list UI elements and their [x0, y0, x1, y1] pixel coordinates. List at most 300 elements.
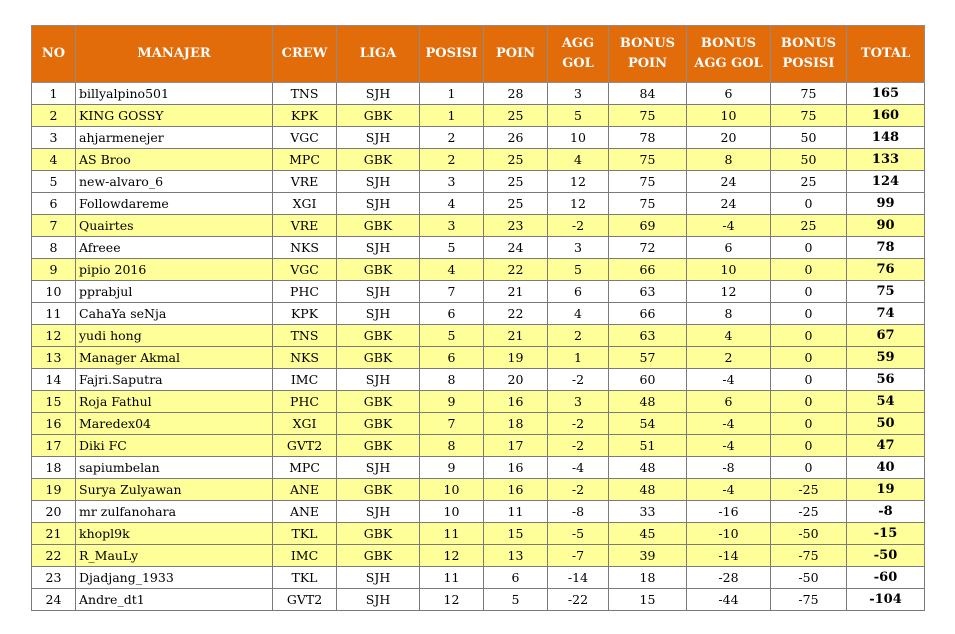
cell-bonus-posisi: 0 — [771, 303, 847, 325]
header-total-line: TOTAL — [860, 46, 911, 61]
cell-poin: 13 — [484, 545, 548, 567]
table-row — [32, 457, 925, 479]
cell-bonus-agg-gol: 24 — [687, 193, 771, 215]
table-row — [32, 523, 925, 545]
cell-total: 75 — [847, 281, 925, 303]
header-liga — [337, 26, 420, 83]
header-no — [32, 26, 76, 83]
cell-poin: 6 — [484, 567, 548, 589]
cell-bonus-poin: 45 — [609, 523, 687, 545]
table-row — [32, 325, 925, 347]
cell-crew: NKS — [273, 237, 337, 259]
table-row — [32, 413, 925, 435]
cell-bonus-poin: 18 — [609, 567, 687, 589]
header-bonus-poin — [609, 26, 687, 83]
cell-total: 50 — [847, 413, 925, 435]
cell-poin: 25 — [484, 105, 548, 127]
header-liga-line: LIGA — [359, 46, 397, 61]
cell-crew: XGI — [273, 413, 337, 435]
header-posisi-line: POSISI — [425, 46, 478, 61]
cell-no: 11 — [32, 303, 76, 325]
cell-crew: MPC — [273, 457, 337, 479]
header-row — [32, 26, 925, 83]
cell-agg-gol: 4 — [548, 303, 609, 325]
cell-poin: 25 — [484, 171, 548, 193]
cell-bonus-poin: 69 — [609, 215, 687, 237]
cell-bonus-poin: 75 — [609, 105, 687, 127]
cell-total: 19 — [847, 479, 925, 501]
cell-manajer: mr zulfanohara — [76, 501, 273, 523]
cell-agg-gol: -2 — [548, 435, 609, 457]
cell-total: 67 — [847, 325, 925, 347]
table-row — [32, 501, 925, 523]
cell-bonus-poin: 78 — [609, 127, 687, 149]
cell-bonus-poin: 48 — [609, 457, 687, 479]
cell-crew: MPC — [273, 149, 337, 171]
cell-bonus-posisi: 0 — [771, 369, 847, 391]
cell-no: 14 — [32, 369, 76, 391]
cell-no: 6 — [32, 193, 76, 215]
header-agg-gol-line: GOL — [562, 56, 594, 71]
cell-posisi: 11 — [420, 567, 484, 589]
cell-agg-gol: -22 — [548, 589, 609, 611]
cell-manajer: Followdareme — [76, 193, 273, 215]
cell-no: 19 — [32, 479, 76, 501]
cell-total: 76 — [847, 259, 925, 281]
cell-manajer: Maredex04 — [76, 413, 273, 435]
cell-crew: IMC — [273, 369, 337, 391]
cell-manajer: sapiumbelan — [76, 457, 273, 479]
cell-manajer: AS Broo — [76, 149, 273, 171]
cell-crew: KPK — [273, 303, 337, 325]
cell-bonus-agg-gol: -4 — [687, 369, 771, 391]
cell-bonus-poin: 39 — [609, 545, 687, 567]
cell-crew: GVT2 — [273, 589, 337, 611]
cell-posisi: 5 — [420, 325, 484, 347]
cell-no: 12 — [32, 325, 76, 347]
cell-posisi: 7 — [420, 281, 484, 303]
cell-liga: SJH — [337, 369, 420, 391]
cell-bonus-poin: 54 — [609, 413, 687, 435]
cell-bonus-poin: 48 — [609, 391, 687, 413]
cell-liga: SJH — [337, 501, 420, 523]
header-bonus-posisi — [771, 26, 847, 83]
cell-liga: GBK — [337, 105, 420, 127]
cell-bonus-posisi: 0 — [771, 237, 847, 259]
cell-poin: 15 — [484, 523, 548, 545]
cell-poin: 17 — [484, 435, 548, 457]
cell-no: 16 — [32, 413, 76, 435]
cell-posisi: 11 — [420, 523, 484, 545]
cell-liga: SJH — [337, 127, 420, 149]
cell-manajer: billyalpino501 — [76, 83, 273, 105]
header-poin-line: POIN — [495, 46, 536, 61]
cell-bonus-poin: 51 — [609, 435, 687, 457]
cell-bonus-poin: 15 — [609, 589, 687, 611]
cell-bonus-poin: 48 — [609, 479, 687, 501]
cell-crew: TKL — [273, 567, 337, 589]
cell-posisi: 2 — [420, 127, 484, 149]
cell-manajer: Quairtes — [76, 215, 273, 237]
cell-no: 20 — [32, 501, 76, 523]
cell-total: 165 — [847, 83, 925, 105]
cell-bonus-posisi: 50 — [771, 149, 847, 171]
cell-manajer: CahaYa seNja — [76, 303, 273, 325]
cell-crew: VGC — [273, 127, 337, 149]
table-row — [32, 237, 925, 259]
cell-total: 133 — [847, 149, 925, 171]
cell-total: 90 — [847, 215, 925, 237]
cell-liga: GBK — [337, 523, 420, 545]
cell-manajer: Afreee — [76, 237, 273, 259]
cell-bonus-agg-gol: -10 — [687, 523, 771, 545]
cell-poin: 24 — [484, 237, 548, 259]
cell-bonus-poin: 75 — [609, 193, 687, 215]
header-agg-gol-line: AGG — [561, 36, 595, 51]
cell-posisi: 6 — [420, 347, 484, 369]
header-crew — [273, 26, 337, 83]
header-bonus-poin-line: BONUS — [619, 36, 676, 51]
cell-bonus-posisi: 0 — [771, 413, 847, 435]
cell-agg-gol: 3 — [548, 237, 609, 259]
cell-bonus-posisi: -75 — [771, 545, 847, 567]
cell-bonus-agg-gol: 20 — [687, 127, 771, 149]
cell-agg-gol: 12 — [548, 171, 609, 193]
cell-crew: TNS — [273, 325, 337, 347]
cell-bonus-agg-gol: -16 — [687, 501, 771, 523]
cell-agg-gol: -2 — [548, 215, 609, 237]
cell-total: 124 — [847, 171, 925, 193]
cell-agg-gol: -2 — [548, 369, 609, 391]
cell-bonus-poin: 57 — [609, 347, 687, 369]
cell-poin: 5 — [484, 589, 548, 611]
cell-bonus-poin: 66 — [609, 259, 687, 281]
cell-posisi: 5 — [420, 237, 484, 259]
cell-posisi: 10 — [420, 479, 484, 501]
table-row — [32, 105, 925, 127]
cell-manajer: Fajri.Saputra — [76, 369, 273, 391]
table-row — [32, 193, 925, 215]
cell-manajer: yudi hong — [76, 325, 273, 347]
cell-liga: GBK — [337, 347, 420, 369]
cell-liga: SJH — [337, 83, 420, 105]
cell-bonus-posisi: 25 — [771, 171, 847, 193]
table-row — [32, 435, 925, 457]
table-row — [32, 127, 925, 149]
cell-bonus-posisi: 75 — [771, 83, 847, 105]
table-row — [32, 391, 925, 413]
cell-crew: ANE — [273, 479, 337, 501]
table-row — [32, 589, 925, 611]
cell-liga: SJH — [337, 237, 420, 259]
cell-posisi: 12 — [420, 589, 484, 611]
cell-agg-gol: -8 — [548, 501, 609, 523]
cell-bonus-posisi: 0 — [771, 457, 847, 479]
cell-liga: SJH — [337, 303, 420, 325]
cell-liga: SJH — [337, 457, 420, 479]
cell-bonus-agg-gol: 2 — [687, 347, 771, 369]
cell-crew: TKL — [273, 523, 337, 545]
cell-no: 5 — [32, 171, 76, 193]
header-posisi — [420, 26, 484, 83]
cell-manajer: KING GOSSY — [76, 105, 273, 127]
table-row — [32, 281, 925, 303]
cell-poin: 25 — [484, 193, 548, 215]
cell-poin: 16 — [484, 479, 548, 501]
cell-no: 15 — [32, 391, 76, 413]
cell-agg-gol: 3 — [548, 391, 609, 413]
cell-posisi: 4 — [420, 193, 484, 215]
table-row — [32, 215, 925, 237]
cell-bonus-posisi: 75 — [771, 105, 847, 127]
cell-liga: SJH — [337, 567, 420, 589]
cell-total: -50 — [847, 545, 925, 567]
cell-no: 18 — [32, 457, 76, 479]
table-row — [32, 259, 925, 281]
cell-bonus-agg-gol: 6 — [687, 83, 771, 105]
cell-bonus-posisi: 0 — [771, 391, 847, 413]
cell-poin: 21 — [484, 325, 548, 347]
table-body — [32, 83, 925, 611]
cell-no: 1 — [32, 83, 76, 105]
cell-bonus-agg-gol: 10 — [687, 259, 771, 281]
header-crew-line: CREW — [281, 46, 328, 61]
header-bonus-agg-gol — [687, 26, 771, 83]
cell-bonus-posisi: 0 — [771, 281, 847, 303]
cell-bonus-poin: 66 — [609, 303, 687, 325]
table-row — [32, 171, 925, 193]
table-row — [32, 347, 925, 369]
table-row — [32, 567, 925, 589]
cell-total: 47 — [847, 435, 925, 457]
table-row — [32, 479, 925, 501]
cell-agg-gol: -7 — [548, 545, 609, 567]
cell-agg-gol: -2 — [548, 413, 609, 435]
cell-crew: ANE — [273, 501, 337, 523]
cell-liga: SJH — [337, 193, 420, 215]
cell-bonus-poin: 63 — [609, 325, 687, 347]
header-bonus-agg-gol-line: BONUS — [700, 36, 757, 51]
table-row — [32, 545, 925, 567]
cell-bonus-posisi: 0 — [771, 347, 847, 369]
cell-posisi: 10 — [420, 501, 484, 523]
cell-agg-gol: 5 — [548, 259, 609, 281]
table-row — [32, 83, 925, 105]
cell-bonus-agg-gol: 6 — [687, 237, 771, 259]
cell-crew: NKS — [273, 347, 337, 369]
cell-bonus-agg-gol: -8 — [687, 457, 771, 479]
cell-poin: 11 — [484, 501, 548, 523]
cell-no: 9 — [32, 259, 76, 281]
cell-no: 17 — [32, 435, 76, 457]
cell-bonus-posisi: 0 — [771, 325, 847, 347]
cell-manajer: Manager Akmal — [76, 347, 273, 369]
cell-agg-gol: -2 — [548, 479, 609, 501]
header-total — [847, 26, 925, 83]
cell-total: 54 — [847, 391, 925, 413]
cell-manajer: Surya Zulyawan — [76, 479, 273, 501]
cell-no: 4 — [32, 149, 76, 171]
cell-manajer: khopl9k — [76, 523, 273, 545]
cell-posisi: 3 — [420, 215, 484, 237]
cell-poin: 28 — [484, 83, 548, 105]
cell-bonus-posisi: -50 — [771, 567, 847, 589]
standings-table — [31, 25, 925, 611]
cell-posisi: 4 — [420, 259, 484, 281]
cell-posisi: 1 — [420, 83, 484, 105]
cell-total: -60 — [847, 567, 925, 589]
cell-poin: 23 — [484, 215, 548, 237]
cell-bonus-poin: 75 — [609, 149, 687, 171]
header-bonus-posisi-line: POSISI — [782, 56, 835, 71]
table-row — [32, 303, 925, 325]
cell-no: 21 — [32, 523, 76, 545]
cell-bonus-posisi: -75 — [771, 589, 847, 611]
cell-bonus-poin: 60 — [609, 369, 687, 391]
cell-liga: GBK — [337, 259, 420, 281]
cell-bonus-agg-gol: 4 — [687, 325, 771, 347]
cell-bonus-agg-gol: 8 — [687, 149, 771, 171]
cell-bonus-posisi: -50 — [771, 523, 847, 545]
cell-posisi: 6 — [420, 303, 484, 325]
cell-no: 22 — [32, 545, 76, 567]
cell-posisi: 9 — [420, 391, 484, 413]
cell-no: 23 — [32, 567, 76, 589]
cell-no: 2 — [32, 105, 76, 127]
cell-manajer: Andre_dt1 — [76, 589, 273, 611]
cell-posisi: 8 — [420, 435, 484, 457]
cell-total: -8 — [847, 501, 925, 523]
cell-crew: VRE — [273, 215, 337, 237]
cell-agg-gol: 12 — [548, 193, 609, 215]
cell-bonus-posisi: -25 — [771, 501, 847, 523]
cell-agg-gol: 6 — [548, 281, 609, 303]
cell-bonus-poin: 75 — [609, 171, 687, 193]
cell-manajer: pprabjul — [76, 281, 273, 303]
cell-no: 8 — [32, 237, 76, 259]
cell-agg-gol: 3 — [548, 83, 609, 105]
cell-poin: 26 — [484, 127, 548, 149]
cell-liga: GBK — [337, 391, 420, 413]
cell-manajer: Djadjang_1933 — [76, 567, 273, 589]
table-row — [32, 149, 925, 171]
cell-total: 148 — [847, 127, 925, 149]
cell-bonus-posisi: 0 — [771, 193, 847, 215]
cell-total: 99 — [847, 193, 925, 215]
cell-poin: 22 — [484, 259, 548, 281]
cell-bonus-agg-gol: -4 — [687, 479, 771, 501]
cell-bonus-agg-gol: -14 — [687, 545, 771, 567]
cell-no: 24 — [32, 589, 76, 611]
cell-bonus-agg-gol: -28 — [687, 567, 771, 589]
cell-crew: KPK — [273, 105, 337, 127]
cell-poin: 18 — [484, 413, 548, 435]
cell-manajer: ahjarmenejer — [76, 127, 273, 149]
cell-total: 74 — [847, 303, 925, 325]
cell-liga: SJH — [337, 589, 420, 611]
cell-poin: 22 — [484, 303, 548, 325]
cell-bonus-poin: 33 — [609, 501, 687, 523]
cell-total: -104 — [847, 589, 925, 611]
cell-bonus-poin: 72 — [609, 237, 687, 259]
cell-bonus-agg-gol: 10 — [687, 105, 771, 127]
cell-liga: GBK — [337, 435, 420, 457]
cell-agg-gol: -5 — [548, 523, 609, 545]
cell-posisi: 2 — [420, 149, 484, 171]
cell-agg-gol: 1 — [548, 347, 609, 369]
cell-poin: 16 — [484, 457, 548, 479]
cell-crew: TNS — [273, 83, 337, 105]
cell-liga: GBK — [337, 325, 420, 347]
cell-bonus-posisi: 25 — [771, 215, 847, 237]
cell-bonus-agg-gol: -4 — [687, 413, 771, 435]
header-bonus-poin-line: POIN — [627, 56, 668, 71]
cell-no: 7 — [32, 215, 76, 237]
cell-liga: GBK — [337, 545, 420, 567]
cell-no: 13 — [32, 347, 76, 369]
cell-liga: GBK — [337, 413, 420, 435]
cell-bonus-agg-gol: 12 — [687, 281, 771, 303]
cell-bonus-posisi: -25 — [771, 479, 847, 501]
cell-agg-gol: -4 — [548, 457, 609, 479]
cell-agg-gol: 10 — [548, 127, 609, 149]
header-agg-gol — [548, 26, 609, 83]
cell-liga: GBK — [337, 149, 420, 171]
cell-posisi: 1 — [420, 105, 484, 127]
cell-poin: 16 — [484, 391, 548, 413]
header-poin — [484, 26, 548, 83]
standings-table-container — [31, 25, 925, 611]
header-bonus-posisi-line: BONUS — [780, 36, 837, 51]
cell-no: 3 — [32, 127, 76, 149]
cell-bonus-agg-gol: 24 — [687, 171, 771, 193]
cell-bonus-agg-gol: -44 — [687, 589, 771, 611]
header-manajer-line: MANAJER — [137, 46, 211, 61]
cell-total: 78 — [847, 237, 925, 259]
cell-manajer: new-alvaro_6 — [76, 171, 273, 193]
cell-crew: GVT2 — [273, 435, 337, 457]
cell-liga: SJH — [337, 171, 420, 193]
cell-bonus-posisi: 0 — [771, 259, 847, 281]
cell-liga: GBK — [337, 479, 420, 501]
cell-total: 40 — [847, 457, 925, 479]
cell-crew: PHC — [273, 391, 337, 413]
cell-crew: PHC — [273, 281, 337, 303]
cell-posisi: 3 — [420, 171, 484, 193]
header-bonus-agg-gol-line: AGG GOL — [694, 56, 763, 71]
cell-manajer: pipio 2016 — [76, 259, 273, 281]
cell-bonus-agg-gol: -4 — [687, 215, 771, 237]
cell-poin: 21 — [484, 281, 548, 303]
cell-poin: 25 — [484, 149, 548, 171]
cell-poin: 20 — [484, 369, 548, 391]
cell-bonus-poin: 63 — [609, 281, 687, 303]
cell-agg-gol: -14 — [548, 567, 609, 589]
cell-bonus-posisi: 0 — [771, 435, 847, 457]
cell-crew: IMC — [273, 545, 337, 567]
cell-bonus-agg-gol: -4 — [687, 435, 771, 457]
cell-agg-gol: 4 — [548, 149, 609, 171]
cell-bonus-agg-gol: 6 — [687, 391, 771, 413]
cell-liga: SJH — [337, 281, 420, 303]
cell-bonus-agg-gol: 8 — [687, 303, 771, 325]
cell-manajer: Roja Fathul — [76, 391, 273, 413]
cell-no: 10 — [32, 281, 76, 303]
cell-total: 160 — [847, 105, 925, 127]
cell-crew: XGI — [273, 193, 337, 215]
header-manajer — [76, 26, 273, 83]
header-no-line: NO — [41, 46, 66, 61]
